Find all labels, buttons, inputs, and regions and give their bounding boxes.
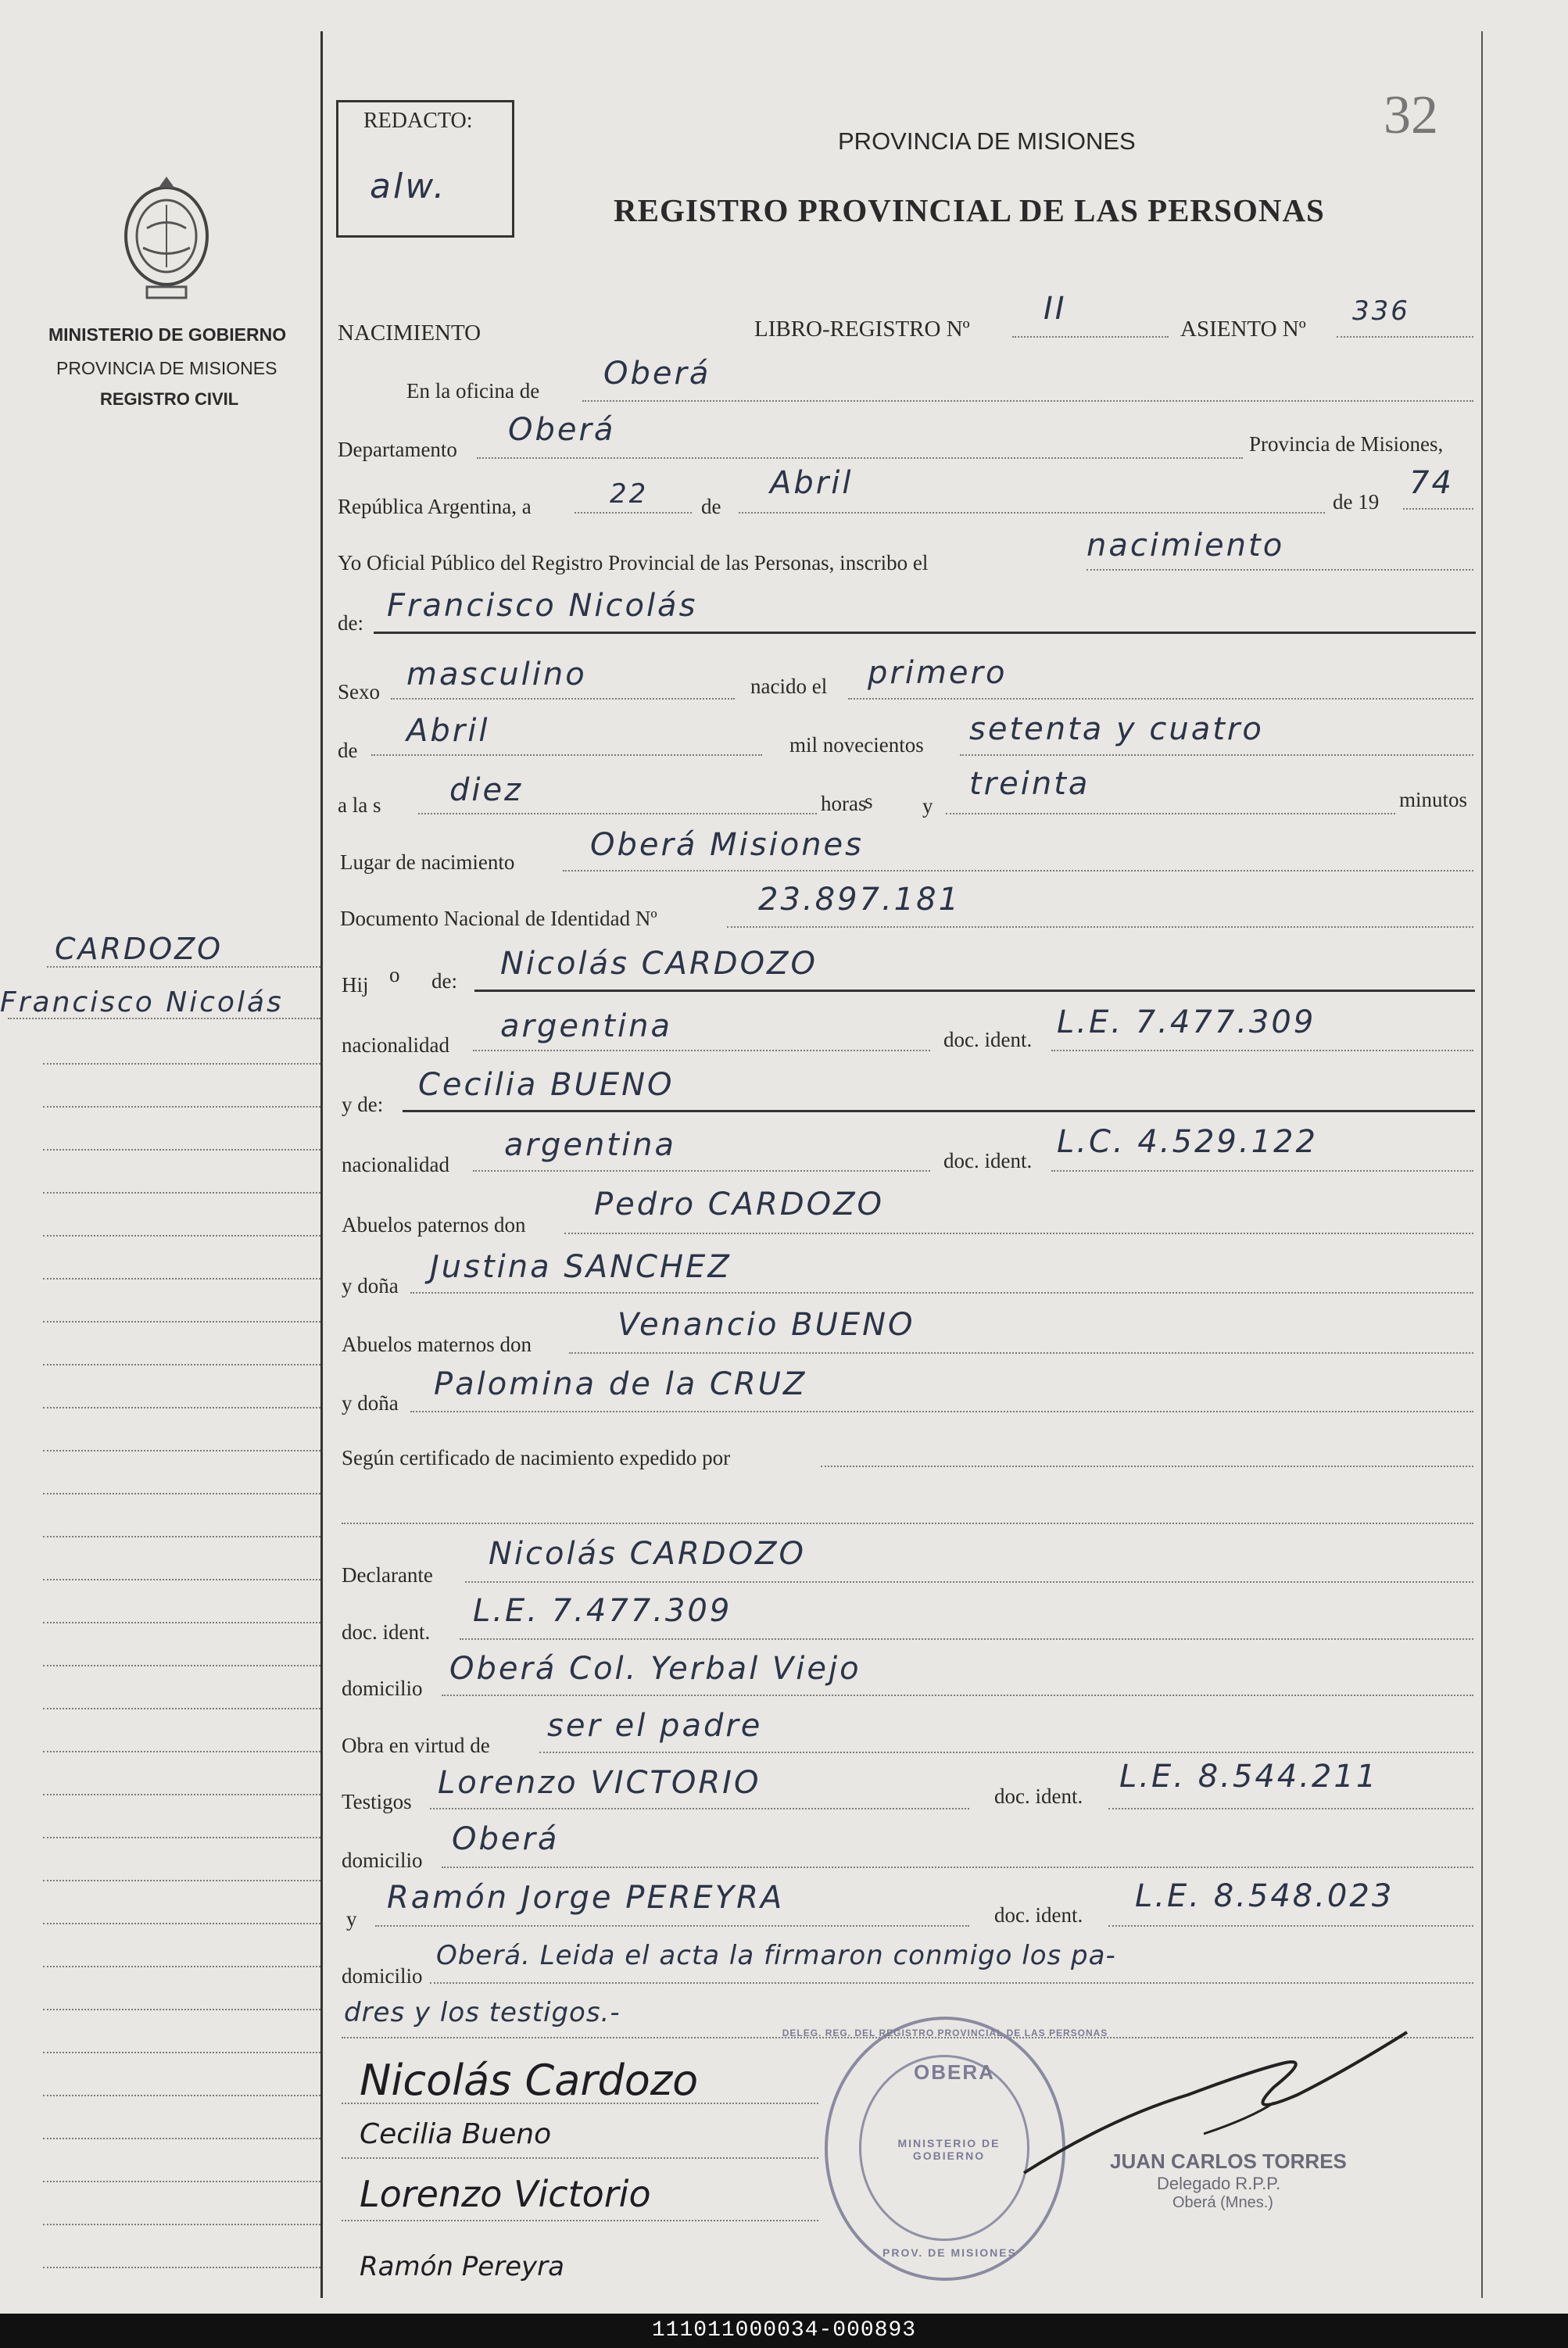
horas-label: horas [821, 792, 867, 815]
nacido-line [848, 698, 1473, 700]
year-line [1403, 508, 1473, 510]
stamp-city: OBERA [914, 2060, 995, 2084]
declarante-line [465, 1581, 1473, 1583]
cert-line [821, 1466, 1473, 1467]
inscribo-value: nacimiento [1087, 528, 1285, 564]
dni-label: Documento Nacional de Identidad Nº [340, 907, 657, 930]
right-edge-rule [1481, 31, 1483, 2298]
day-line [575, 512, 692, 514]
signature-declarante: Nicolás Cardozo [360, 2056, 699, 2105]
horas-suffix: s [865, 789, 873, 813]
sexo-value: masculino [406, 657, 587, 693]
mes-nac-line [371, 754, 762, 756]
stamp-ring-bottom: PROV. DE MISIONES [882, 2246, 1017, 2259]
side-line [47, 966, 320, 968]
provincia-label: Provincia de Misiones, [1249, 432, 1444, 456]
delegate-block [1110, 2149, 1347, 2212]
abmat-line [569, 1352, 1473, 1354]
cert-label: Según certificado de nacimiento expedido por [342, 1446, 731, 1469]
hijo-suffix: o [389, 963, 400, 986]
month-value: Abril [770, 465, 854, 501]
abpat-label: Abuelos paternos don [342, 1213, 526, 1237]
signature-line [342, 2103, 818, 2104]
abpat2-value: Justina SANCHEZ [430, 1249, 732, 1285]
ministry-label: MINISTERIO DE GOBIERNO [48, 324, 287, 345]
hijo-label: Hij [342, 973, 369, 997]
nombre-value: Francisco Nicolás [387, 588, 698, 624]
abpat-line [564, 1233, 1473, 1234]
libro-line [1012, 336, 1169, 338]
republica-label: República Argentina, a [338, 495, 532, 518]
signature-mother: Cecilia Bueno [360, 2118, 552, 2150]
testigo2-value: Ramón Jorge PEREYRA [387, 1880, 785, 1916]
civil-registry-label: REGISTRO CIVIL [100, 389, 239, 409]
domicilio3-line [430, 1982, 1473, 1984]
doct2-label: doc. ident. [994, 1903, 1083, 1927]
nac1-label: nacionalidad [342, 1033, 449, 1057]
y2-label: y [346, 1907, 357, 1931]
oficial-label: Yo Oficial Público del Registro Provincial de las Personas, inscribo el [338, 551, 929, 574]
nac2-label: nacionalidad [342, 1153, 449, 1176]
alas-label: a la s [338, 793, 381, 817]
nacido-value: primero [868, 655, 1008, 691]
coat-of-arms-emblem [116, 174, 217, 306]
signature-line [342, 2157, 818, 2159]
registry-heading: REGISTRO PROVINCIAL DE LAS PERSONAS [614, 192, 1325, 228]
signature-witness-2: Ramón Pereyra [360, 2251, 564, 2282]
departamento-value: Oberá [508, 412, 616, 448]
inscribo-line [1087, 569, 1473, 571]
anio-nac-value: setenta y cuatro [969, 711, 1264, 747]
signature-line [342, 2220, 818, 2221]
departamento-label: Departamento [338, 438, 457, 461]
doc1-label: doc. ident. [943, 1028, 1033, 1051]
domicilio1-line [442, 1695, 1473, 1696]
side-line [8, 1018, 320, 1019]
hijo-de-label: de: [431, 969, 457, 993]
margin-rule [320, 31, 323, 2298]
testigo2-line [375, 1925, 969, 1927]
oficina-value: Oberá [603, 356, 711, 392]
delegate-name: JUAN CARLOS TORRES [1110, 2149, 1347, 2173]
abmat-value: Venancio BUENO [618, 1307, 915, 1343]
abpat-value: Pedro CARDOZO [594, 1187, 885, 1222]
dni-line [727, 926, 1473, 928]
domicilio2-label: domicilio [342, 1849, 423, 1872]
nacido-label: nacido el [750, 675, 828, 698]
page-number: 32 [1384, 85, 1438, 145]
doct1-value: L.E. 8.544.211 [1119, 1759, 1379, 1795]
doc2-label: doc. ident. [943, 1149, 1033, 1172]
anio-nac-line [960, 754, 1473, 756]
doc1-line [1051, 1050, 1473, 1051]
side-surname: CARDOZO [55, 932, 224, 966]
stamp-ring-top: DELEG. REG. DEL REGISTRO PROVINCIAL DE LAS PERSONAS [782, 2028, 1108, 2038]
doc2-value: L.C. 4.529.122 [1057, 1124, 1318, 1160]
continuation-value: dres y los testigos.- [344, 1997, 621, 2028]
de2-label: de: [338, 611, 363, 635]
delegate-place: Oberá (Mnes.) [1172, 2194, 1273, 2211]
testigos-label: Testigos [342, 1790, 412, 1813]
docdec-value: L.E. 7.477.309 [473, 1593, 732, 1629]
padre-line [474, 990, 1475, 992]
madre-line [403, 1110, 1475, 1112]
docdec-label: doc. ident. [342, 1620, 431, 1644]
testigo1-value: Lorenzo VICTORIO [438, 1765, 761, 1801]
domicilio1-label: domicilio [342, 1677, 423, 1700]
oficina-line [582, 400, 1473, 402]
declarante-label: Declarante [342, 1563, 433, 1587]
domicilio2-line [442, 1867, 1473, 1868]
doct2-line [1108, 1925, 1473, 1927]
nac1-value: argentina [500, 1008, 672, 1044]
departamento-line [477, 457, 1243, 459]
declarante-value: Nicolás CARDOZO [489, 1536, 806, 1572]
signature-witness-1: Lorenzo Victorio [360, 2173, 651, 2215]
cert-line-2 [342, 1523, 1473, 1524]
minutos-label: minutos [1399, 788, 1468, 811]
abmat-label: Abuelos maternos don [342, 1333, 532, 1356]
obra-line [539, 1752, 1473, 1753]
de3-label: de [338, 739, 358, 762]
domicilio3-value: Oberá. Leida el acta la firmaron conmigo los pa- [436, 1940, 1116, 1971]
doc1-value: L.E. 7.477.309 [1057, 1004, 1316, 1040]
obra-value: ser el padre [547, 1708, 763, 1744]
doct1-line [1108, 1808, 1473, 1809]
nac2-line [473, 1170, 930, 1172]
testigo1-line [430, 1808, 969, 1809]
domicilio2-value: Oberá [452, 1821, 560, 1857]
domicilio3-label: domicilio [342, 1964, 423, 1988]
libro-label: LIBRO-REGISTRO Nº [754, 317, 970, 342]
minutos-line [946, 813, 1395, 814]
nac2-value: argentina [504, 1127, 676, 1163]
redacto-box [336, 100, 514, 238]
libro-value: II [1044, 291, 1067, 327]
asiento-label: ASIENTO Nº [1180, 317, 1306, 342]
y-label: y [922, 794, 933, 818]
horas-value: diez [449, 772, 524, 808]
delegate-title: Delegado R.P.P. [1157, 2174, 1281, 2193]
stamp-inner-text: MINISTERIO DE GOBIERNO [897, 2137, 1001, 2162]
sexo-label: Sexo [338, 680, 380, 703]
docdec-line [460, 1638, 1473, 1640]
nac1-line [473, 1050, 930, 1051]
padre-value: Nicolás CARDOZO [500, 946, 818, 982]
redacto-initials: alw. [370, 166, 447, 206]
de-label: de [701, 495, 721, 518]
lugar-value: Oberá Misiones [590, 827, 865, 863]
act-type-label: NACIMIENTO [338, 320, 481, 345]
lugar-label: Lugar de nacimiento [340, 850, 515, 874]
mes-nac-value: Abril [406, 713, 490, 749]
redacto-label: REDACTO: [363, 109, 473, 133]
sexo-line [391, 698, 735, 700]
asiento-line [1337, 336, 1473, 338]
ydona1-label: y doña [342, 1274, 399, 1297]
ydona2-label: y doña [342, 1391, 399, 1415]
doct2-value: L.E. 8.548.023 [1135, 1878, 1394, 1914]
horas-line [418, 813, 817, 814]
abmat2-line [410, 1411, 1473, 1412]
archive-id-footer: 111011000034-000893 [0, 2314, 1568, 2348]
abpat2-line [410, 1292, 1473, 1294]
side-given-names: Francisco Nicolás [0, 986, 284, 1018]
day-value: 22 [610, 478, 649, 510]
yde-label: y de: [342, 1093, 384, 1116]
abmat2-value: Palomina de la CRUZ [434, 1366, 807, 1402]
year-value: 74 [1409, 465, 1454, 501]
minutos-value: treinta [969, 766, 1090, 802]
doc2-line [1051, 1170, 1473, 1172]
nombre-line [374, 632, 1476, 634]
mil-label: mil novecientos [789, 733, 924, 757]
year-prefix: de 19 [1333, 490, 1380, 514]
month-line [739, 512, 1325, 514]
doct1-label: doc. ident. [994, 1784, 1083, 1808]
obra-label: Obra en virtud de [342, 1734, 490, 1757]
asiento-value: 336 [1352, 295, 1410, 327]
oficina-label: En la oficina de [406, 379, 540, 403]
domicilio1-value: Oberá Col. Yerbal Viejo [449, 1651, 861, 1687]
province-heading: PROVINCIA DE MISIONES [838, 127, 1136, 155]
madre-value: Cecilia BUENO [418, 1067, 675, 1103]
lugar-line [563, 870, 1473, 872]
dni-value: 23.897.181 [758, 882, 961, 918]
side-province-label: PROVINCIA DE MISIONES [56, 358, 277, 378]
